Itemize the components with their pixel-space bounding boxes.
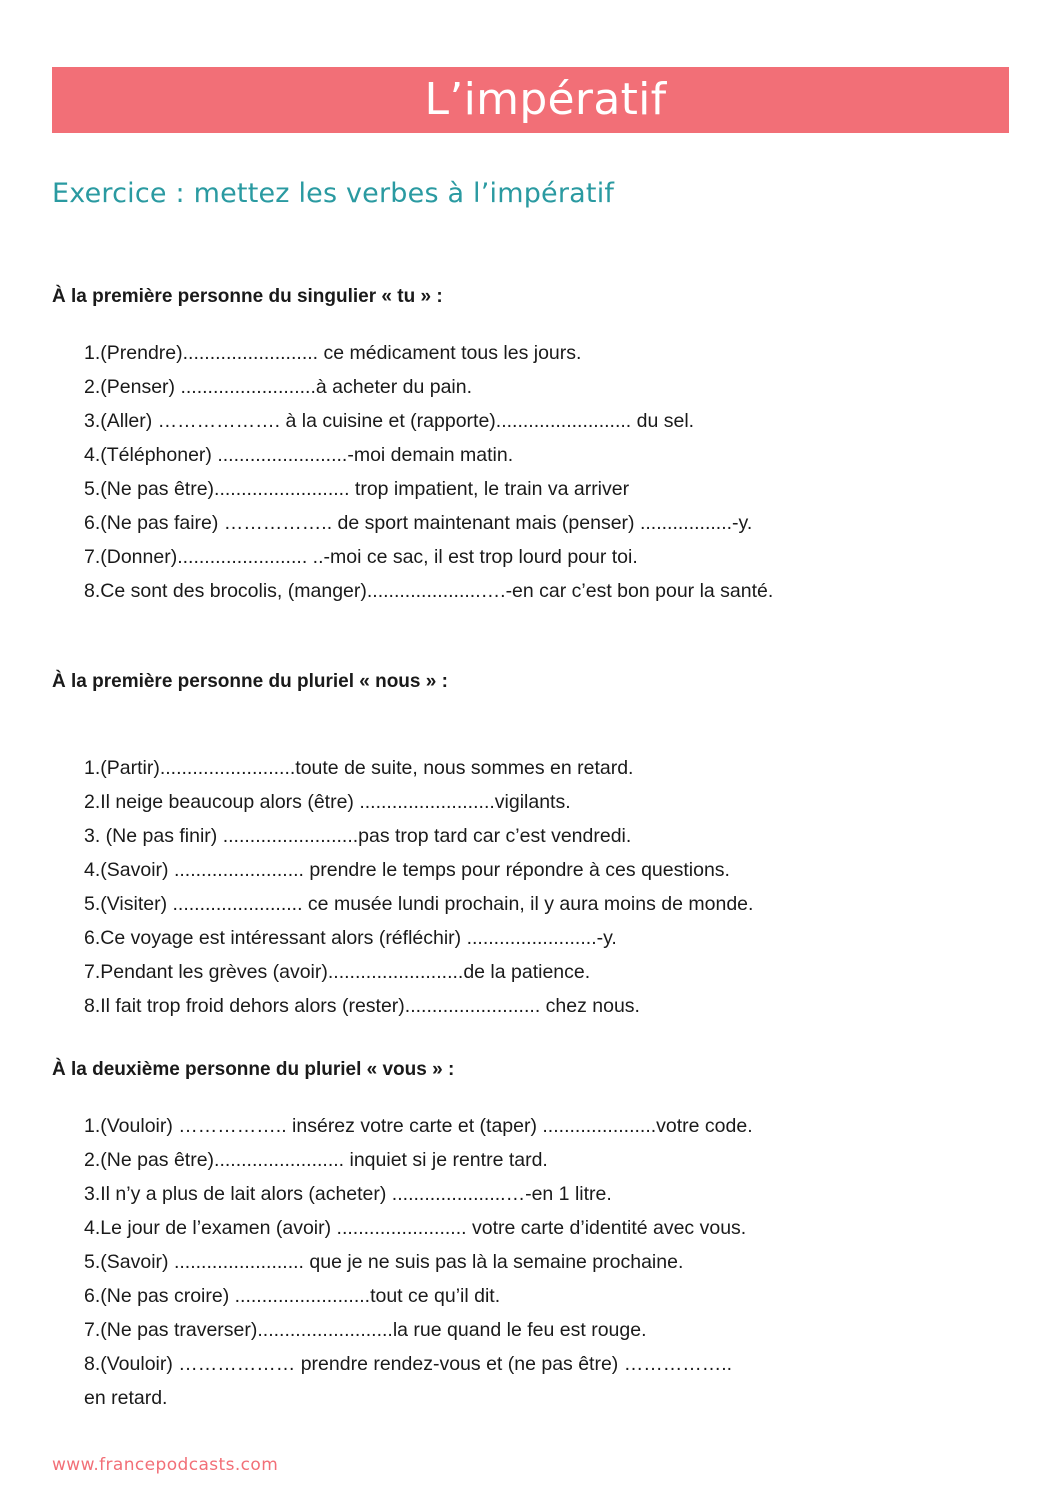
- exercise-subtitle: Exercice : mettez les verbes à l’impératif: [52, 178, 615, 209]
- exercise-list: [84, 751, 753, 1023]
- exercise-item: 7.Pendant les grèves (avoir).........................de la patience.: [84, 961, 591, 983]
- section-heading: À la première personne du singulier « tu » :: [52, 286, 443, 307]
- exercise-item: 7.(Donner)........................ ..-moi ce sac, il est trop lourd pour toi.: [84, 546, 638, 568]
- exercise-item: 5.(Ne pas être)......................... trop impatient, le train va arriver: [84, 478, 630, 500]
- section-heading: À la deuxième personne du pluriel « vous » :: [52, 1059, 455, 1080]
- title-banner: [52, 67, 1009, 133]
- exercise-item: 4.(Savoir) ........................ prendre le temps pour répondre à ces questions.: [84, 859, 730, 881]
- exercise-list: [84, 1109, 753, 1415]
- exercise-item: 3.Il n’y a plus de lait alors (acheter) .....................…-en 1 litre.: [84, 1183, 612, 1205]
- exercise-item: 3. (Ne pas finir) .........................pas trop tard car c’est vendredi.: [84, 825, 632, 847]
- exercise-item: 5.(Savoir) ........................ que je ne suis pas là la semaine prochaine.: [84, 1251, 684, 1273]
- page-title: L’impératif: [424, 74, 667, 125]
- exercise-item: 5.(Visiter) ........................ ce musée lundi prochain, il y aura moins de monde.: [84, 893, 754, 915]
- exercise-item: 2.(Ne pas être)........................ inquiet si je rentre tard.: [84, 1149, 548, 1171]
- exercise-item: 6.Ce voyage est intéressant alors (réfléchir) ........................-y.: [84, 927, 617, 949]
- exercise-item: 1.(Partir).........................toute de suite, nous sommes en retard.: [84, 757, 634, 779]
- exercise-item: 1.(Prendre)......................... ce médicament tous les jours.: [84, 342, 582, 364]
- exercise-item: 6.(Ne pas faire) …………….. de sport maintenant mais (penser) .................-y.: [84, 512, 753, 534]
- exercise-item: 7.(Ne pas traverser).........................la rue quand le feu est rouge.: [84, 1319, 647, 1341]
- exercise-item: 1.(Vouloir) …………….. insérez votre carte et (taper) .....................votre code.: [84, 1115, 753, 1137]
- exercise-item: 2.Il neige beaucoup alors (être) .........................vigilants.: [84, 791, 571, 813]
- section-heading: À la première personne du pluriel « nous » :: [52, 671, 448, 692]
- website-link[interactable]: www.francepodcasts.com: [52, 1455, 279, 1475]
- exercise-item: 8.Ce sont des brocolis, (manger).....................….-en car c’est bon pour la santé.: [84, 580, 774, 602]
- exercise-item: 8.(Vouloir) ……………… prendre rendez-vous et (ne pas être) ……………..: [84, 1353, 733, 1375]
- exercise-item: 3.(Aller) ………………. à la cuisine et (rapporte)......................... du sel.: [84, 410, 695, 432]
- exercise-item: 2.(Penser) .........................à acheter du pain.: [84, 376, 473, 398]
- exercise-item: 4.Le jour de l’examen (avoir) ........................ votre carte d’identité avec vous.: [84, 1217, 747, 1239]
- exercise-item: 4.(Téléphoner) ........................-moi demain matin.: [84, 444, 514, 466]
- exercise-item: 6.(Ne pas croire) .........................tout ce qu’il dit.: [84, 1285, 501, 1307]
- exercise-list: [84, 336, 773, 608]
- exercise-item: 8.Il fait trop froid dehors alors (rester)......................... chez nous.: [84, 995, 640, 1017]
- exercise-item-continuation: en retard.: [84, 1387, 168, 1409]
